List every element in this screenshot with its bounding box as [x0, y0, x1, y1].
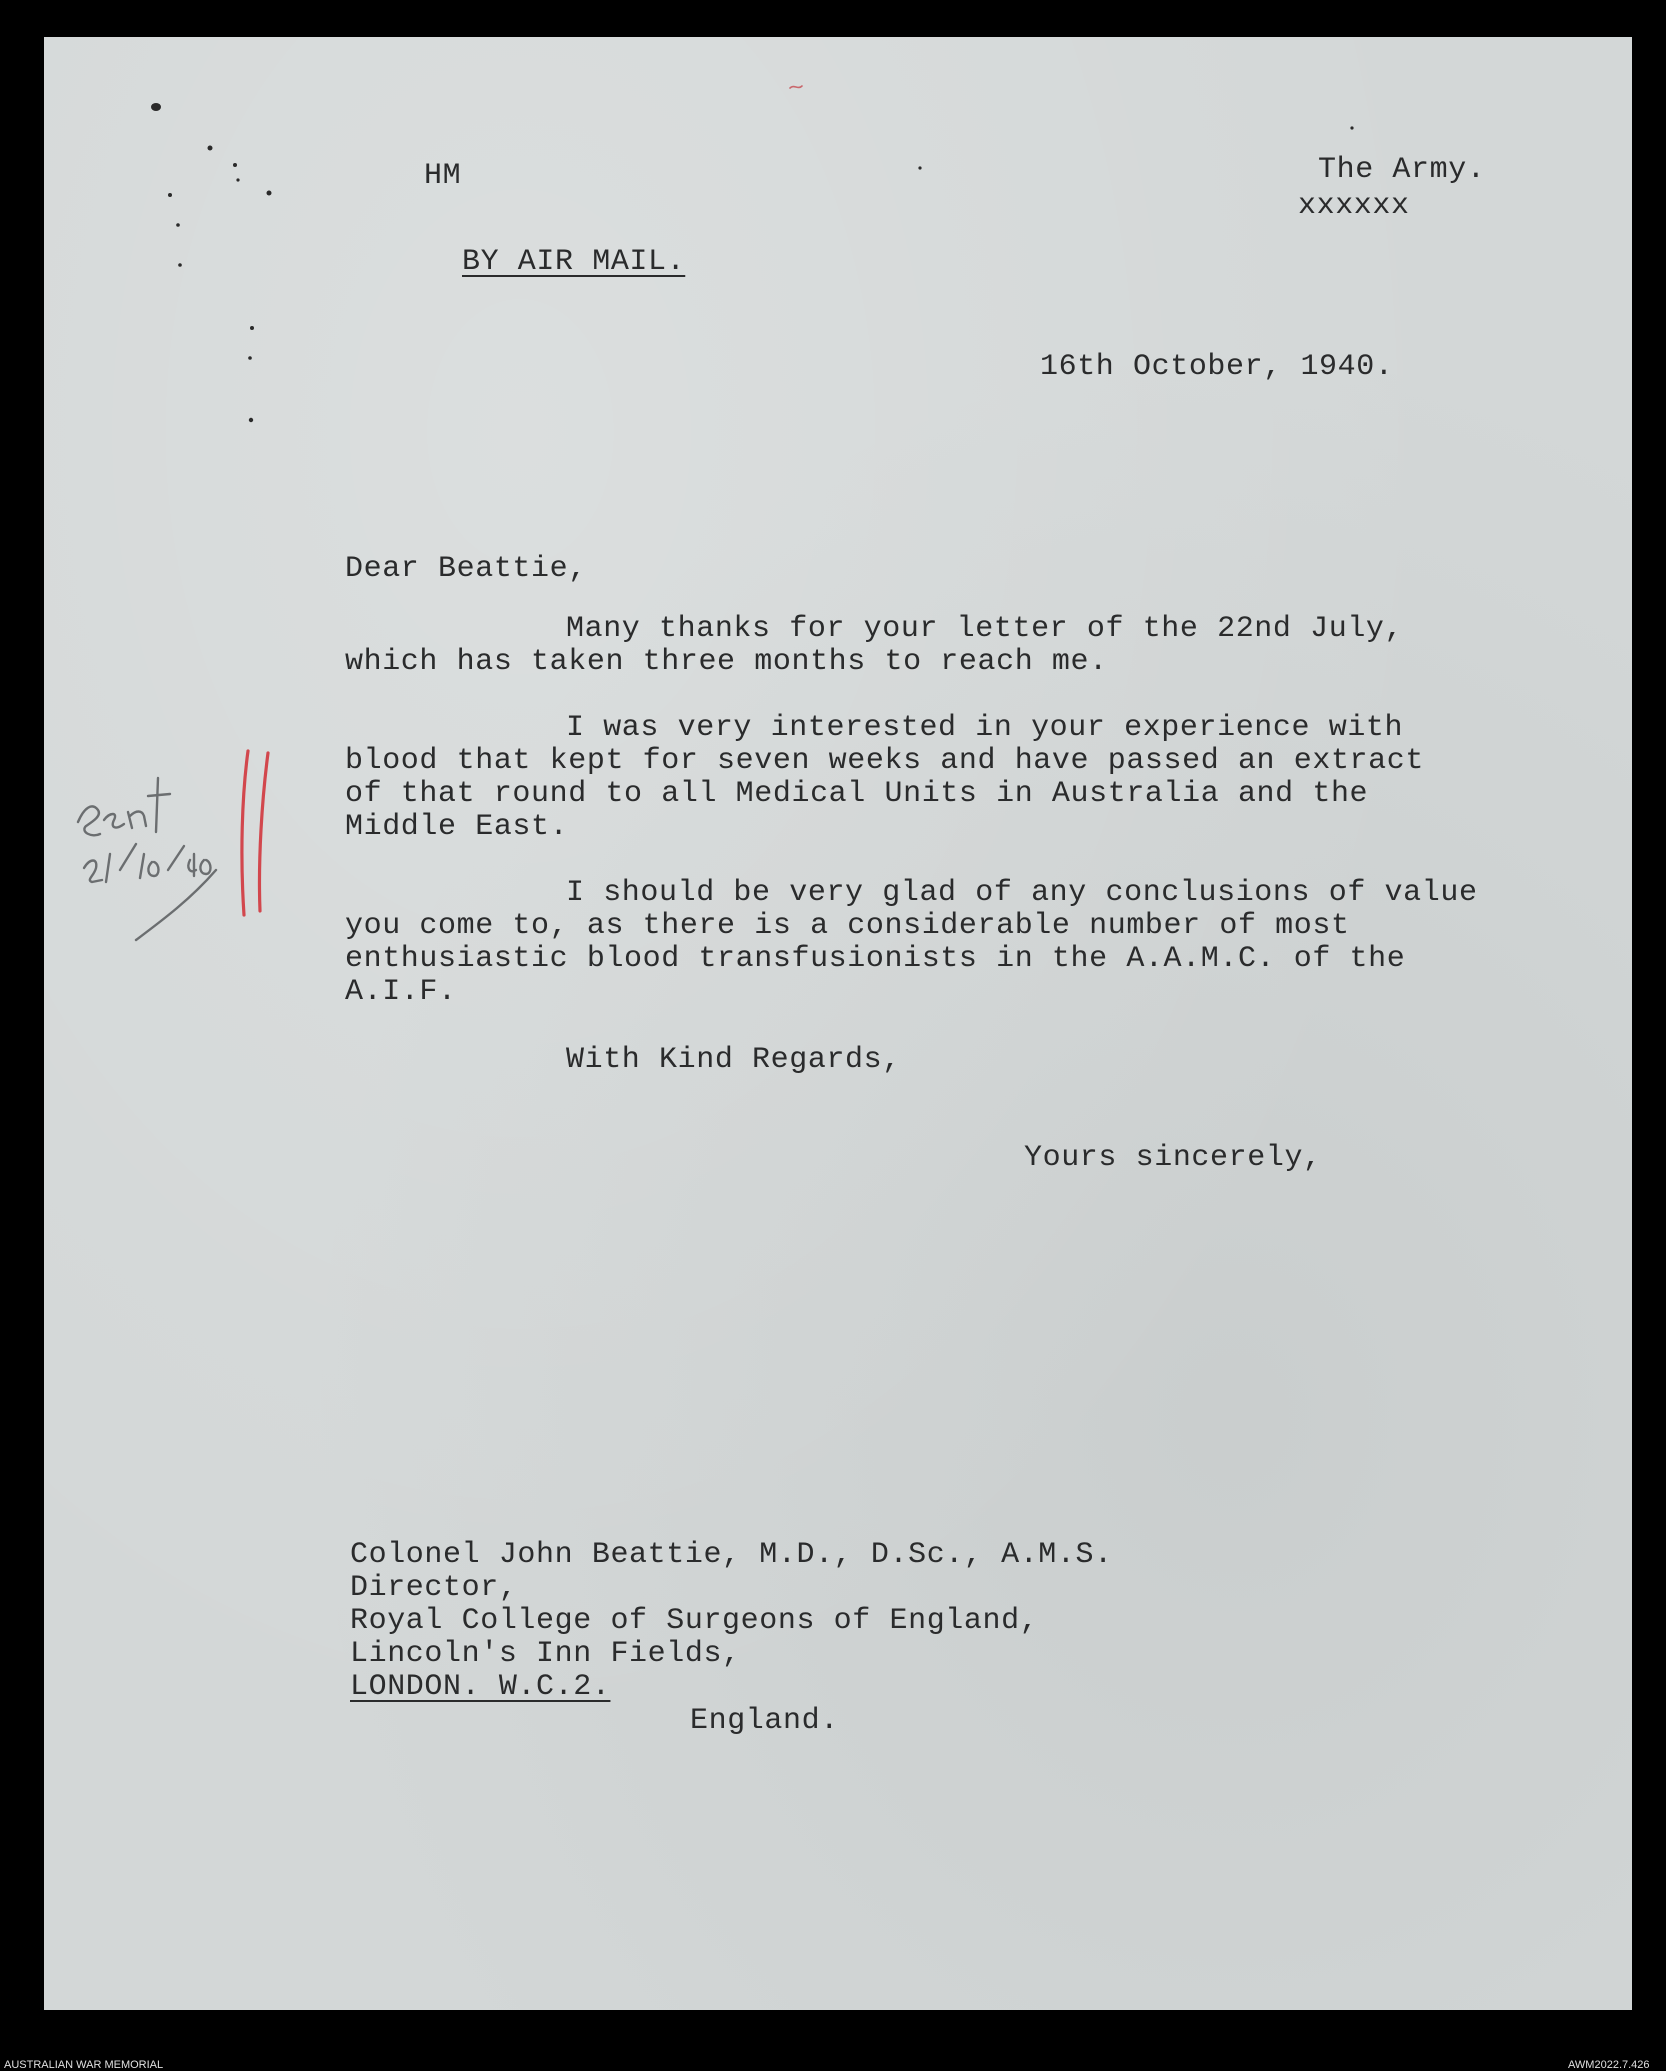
initials: HM: [424, 159, 462, 193]
paragraph-3-line-3: enthusiastic blood transfusionists in the A.A.M.C. of the: [345, 942, 1406, 976]
handwritten-sent-note: [40, 750, 220, 950]
closing: Yours sincerely,: [1024, 1141, 1322, 1175]
footer-accession: AWM2022.7.426: [1568, 2059, 1650, 2071]
sender-line-2: xxxxxx: [1298, 189, 1410, 223]
paragraph-3-line-1: I should be very glad of any conclusions of value: [566, 876, 1478, 910]
salutation: Dear Beattie,: [345, 552, 587, 586]
red-speck: [786, 78, 806, 98]
sender-line-1: The Army.: [1318, 153, 1486, 187]
mail-service-heading: BY AIR MAIL.: [462, 245, 686, 279]
paragraph-3: [345, 877, 1478, 1009]
address-line-2: Director,: [350, 1571, 518, 1605]
paragraph-2-line-4: Middle East.: [345, 810, 569, 844]
red-pencil-mark: [230, 745, 290, 925]
regards: With Kind Regards,: [566, 1043, 901, 1077]
paragraph-1-line-2: which has taken three months to reach me.: [345, 645, 1108, 679]
address-line-1: Colonel John Beattie, M.D., D.Sc., A.M.S.: [350, 1538, 1113, 1572]
paragraph-3-line-4: A.I.F.: [345, 975, 457, 1009]
paragraph-2-line-3: of that round to all Medical Units in Australia and the: [345, 777, 1369, 811]
paragraph-3-line-2: you come to, as there is a considerable number of most: [345, 909, 1350, 943]
paragraph-1: [345, 613, 1403, 679]
address-line-5: LONDON. W.C.2.: [350, 1670, 611, 1704]
address-line-4: Lincoln's Inn Fields,: [350, 1637, 741, 1671]
paragraph-2-line-2: blood that kept for seven weeks and have passed an extract: [345, 744, 1424, 778]
address-line-3: Royal College of Surgeons of England,: [350, 1604, 1039, 1638]
paragraph-2: [345, 712, 1424, 844]
paragraph-2-line-1: I was very interested in your experience with: [566, 711, 1404, 745]
letter-date: 16th October, 1940.: [1040, 350, 1394, 384]
footer-institution: AUSTRALIAN WAR MEMORIAL: [4, 2059, 164, 2071]
address-line-6: England.: [690, 1704, 839, 1738]
paragraph-1-line-1: Many thanks for your letter of the 22nd July,: [566, 612, 1404, 646]
